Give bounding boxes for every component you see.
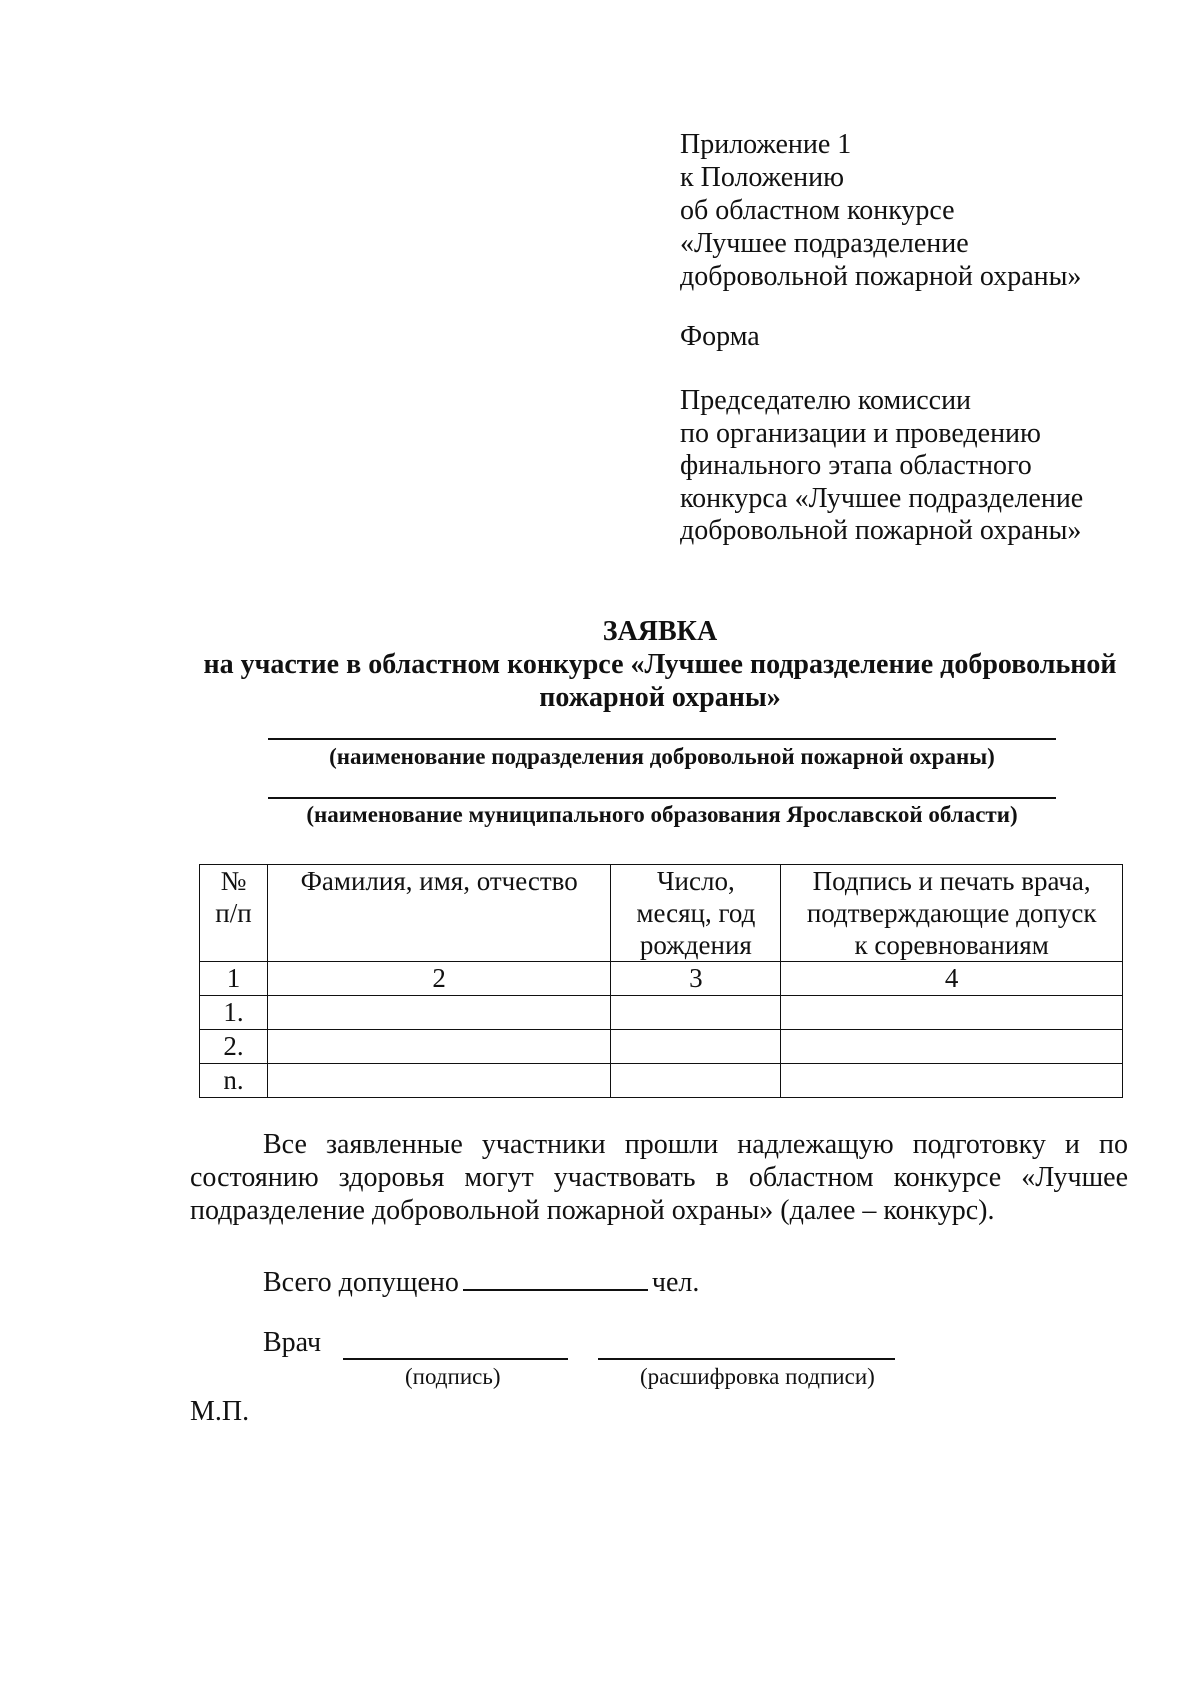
table-row (200, 996, 1123, 1030)
header-doctor-line: Подпись и печать врача, (812, 866, 1091, 896)
row-number-cell: 1. (200, 996, 268, 1030)
header-doctor-line: к соревнованиям (854, 930, 1049, 960)
column-index-cell: 2 (267, 962, 610, 996)
signature-decode-line[interactable] (598, 1358, 895, 1360)
total-allowed-blank[interactable] (463, 1263, 648, 1291)
doctor-signature-cell[interactable] (781, 1064, 1123, 1098)
birthdate-cell[interactable] (611, 996, 781, 1030)
header-number-line: п/п (215, 898, 252, 928)
header-birthdate-line: рождения (639, 930, 752, 960)
unit-name-caption: (наименование подразделения добровольной пожарной охраны) (329, 744, 995, 769)
fullname-cell[interactable] (267, 996, 610, 1030)
row-number-cell: 2. (200, 1030, 268, 1064)
header-birthdate-line: месяц, год (636, 898, 756, 928)
addressee-line: конкурса «Лучшее подразделение (680, 482, 1084, 514)
column-index-cell: 1 (200, 962, 268, 996)
addressee-line: финального этапа областного (680, 450, 1032, 481)
table-row (200, 1030, 1123, 1064)
total-allowed (263, 1263, 699, 1299)
header-number-line: № (220, 866, 247, 896)
header-fullname (267, 865, 610, 962)
table-header-row (200, 865, 1123, 962)
paragraph-line: состоянию здоровья могут участвовать в областном конкурсе «Лучшее (190, 1162, 1128, 1193)
appendix-line: об областном конкурсе (680, 195, 955, 226)
doctor-signature-cell[interactable] (781, 1030, 1123, 1064)
header-doctor-signature (781, 865, 1123, 962)
appendix-line: к Положению (680, 162, 845, 193)
total-allowed-label: Всего допущено (263, 1267, 459, 1298)
column-index-cell: 4 (781, 962, 1123, 996)
title-subtitle-line: на участие в областном конкурсе «Лучшее подразделение добровольной (203, 649, 1117, 680)
header-number (200, 865, 268, 962)
doctor-label: Врач (263, 1327, 322, 1358)
confirmation-paragraph (190, 1128, 1128, 1227)
doctor-signature-cell[interactable] (781, 996, 1123, 1030)
addressee-block (680, 385, 1083, 548)
column-index-cell: 3 (611, 962, 781, 996)
addressee-line: по организации и проведению (680, 417, 1041, 449)
table-row (200, 1064, 1123, 1098)
header-doctor-line: подтверждающие допуск (806, 898, 1097, 928)
fullname-cell[interactable] (267, 1030, 610, 1064)
header-birthdate-line: Число, (656, 866, 735, 896)
birthdate-cell[interactable] (611, 1030, 781, 1064)
appendix-block (680, 128, 1081, 293)
fullname-cell[interactable] (267, 1064, 610, 1098)
paragraph-line: Все заявленные участники прошли надлежащую подготовку и по (263, 1129, 1128, 1160)
signature-line[interactable] (343, 1358, 568, 1360)
participants-table (199, 864, 1123, 1098)
form-label: Форма (680, 321, 760, 352)
appendix-line: добровольной пожарной охраны» (680, 261, 1082, 292)
header-fullname-line: Фамилия, имя, отчество (300, 866, 578, 896)
total-allowed-unit: чел. (651, 1267, 700, 1298)
appendix-line: «Лучшее подразделение (680, 228, 969, 259)
row-number-cell: n. (200, 1064, 268, 1098)
header-birthdate (611, 865, 781, 962)
document-title (190, 615, 1130, 714)
unit-name-line[interactable] (268, 738, 1056, 740)
title-heading: ЗАЯВКА (602, 616, 718, 647)
signature-decode-caption: (расшифровка подписи) (640, 1364, 875, 1389)
column-index-row (200, 962, 1123, 996)
stamp-label: М.П. (190, 1396, 250, 1427)
signature-caption: (подпись) (405, 1364, 501, 1389)
addressee-line: Председателю комиссии (680, 385, 972, 416)
municipality-line[interactable] (268, 797, 1056, 799)
addressee-line: добровольной пожарной охраны» (680, 515, 1082, 546)
birthdate-cell[interactable] (611, 1064, 781, 1098)
appendix-line: Приложение 1 (680, 129, 852, 160)
municipality-caption: (наименование муниципального образования Ярославской области) (306, 802, 1018, 827)
paragraph-line: подразделение добровольной пожарной охраны» (далее – конкурс). (190, 1195, 995, 1226)
title-subtitle-line: пожарной охраны» (539, 682, 781, 713)
